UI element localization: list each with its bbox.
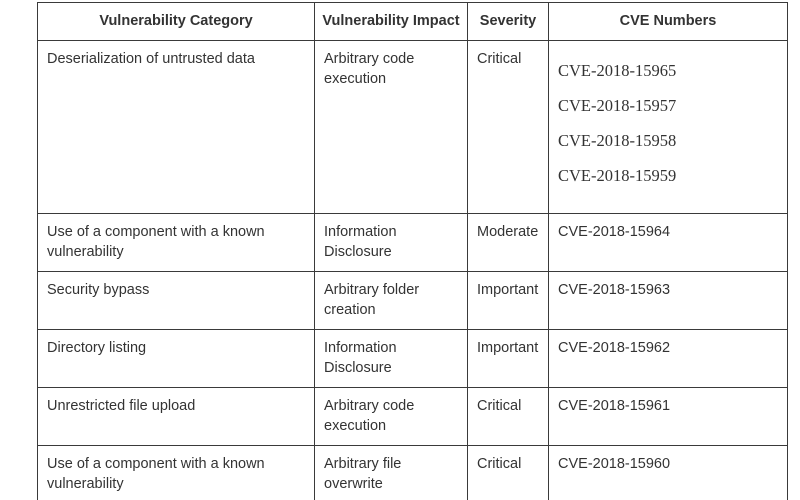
table-row — [38, 214, 788, 272]
category-cell: Deserialization of untrusted data — [38, 41, 315, 214]
cve-item: CVE-2018-15958 — [558, 131, 677, 150]
cve-cell: CVE-2018-15961 — [549, 388, 788, 446]
impact-cell: Information Disclosure — [315, 214, 468, 272]
cve-item: CVE-2018-15959 — [558, 166, 677, 185]
cve-list — [558, 61, 779, 186]
cve-cell: CVE-2018-15960 — [549, 446, 788, 500]
category-cell: Directory listing — [38, 330, 315, 388]
severity-cell: Critical — [468, 446, 549, 500]
table-row — [38, 330, 788, 388]
impact-cell: Arbitrary code execution — [315, 41, 468, 214]
severity-cell: Critical — [468, 388, 549, 446]
table-row — [38, 41, 788, 214]
cve-cell: CVE-2018-15962 — [549, 330, 788, 388]
impact-cell: Arbitrary file overwrite — [315, 446, 468, 500]
cve-item: CVE-2018-15965 — [558, 61, 677, 80]
table-row — [38, 272, 788, 330]
header-severity: Severity — [468, 3, 549, 41]
vulnerability-table — [37, 2, 788, 500]
severity-cell: Important — [468, 272, 549, 330]
table-body — [38, 41, 788, 500]
category-cell: Unrestricted file upload — [38, 388, 315, 446]
category-cell: Use of a component with a known vulnerability — [38, 446, 315, 500]
impact-cell: Arbitrary folder creation — [315, 272, 468, 330]
header-vulnerability-category: Vulnerability Category — [38, 3, 315, 41]
severity-cell: Critical — [468, 41, 549, 214]
table-row — [38, 388, 788, 446]
cve-cell: CVE-2018-15964 — [549, 214, 788, 272]
header-vulnerability-impact: Vulnerability Impact — [315, 3, 468, 41]
category-cell: Security bypass — [38, 272, 315, 330]
impact-cell: Arbitrary code execution — [315, 388, 468, 446]
header-cve-numbers: CVE Numbers — [549, 3, 788, 41]
impact-cell: Information Disclosure — [315, 330, 468, 388]
severity-cell: Moderate — [468, 214, 549, 272]
category-cell: Use of a component with a known vulnerability — [38, 214, 315, 272]
severity-cell: Important — [468, 330, 549, 388]
cve-cell: CVE-2018-15963 — [549, 272, 788, 330]
table-header — [38, 3, 788, 41]
table-row — [38, 446, 788, 500]
header-row — [38, 3, 788, 41]
cve-item: CVE-2018-15957 — [558, 96, 677, 115]
cve-cell — [549, 41, 788, 214]
